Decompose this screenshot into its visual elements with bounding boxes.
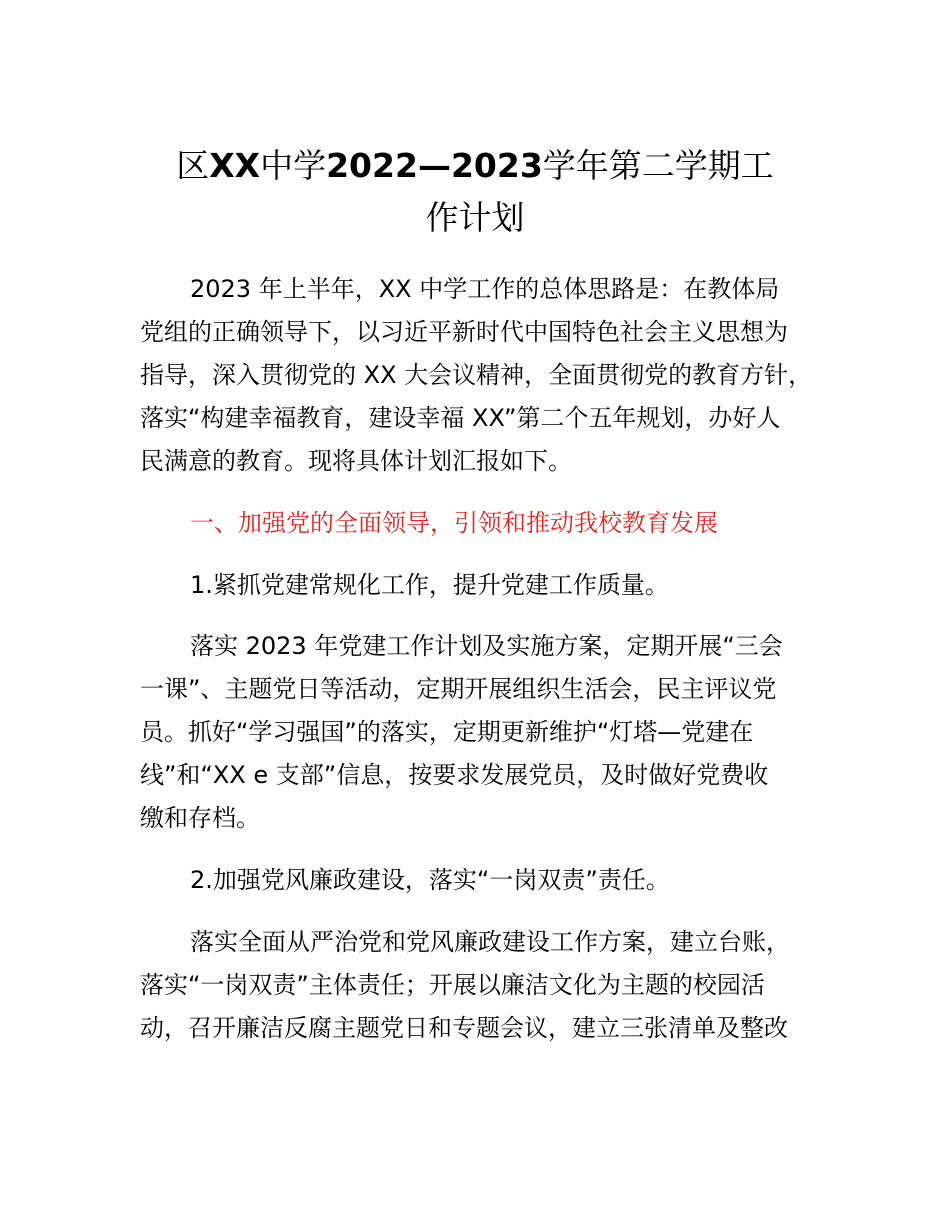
body-line: 员。抓好“学习强国”的落实，定期更新维护“灯塔—党建在 — [140, 718, 754, 746]
body-line: 动，召开廉洁反腐主题党日和专题会议，建立三张清单及整改 — [140, 1014, 788, 1042]
body-line: 落实全面从严治党和党风廉政建设工作方案，建立台账， — [190, 928, 790, 956]
document-title-line-2: 作计划 — [425, 198, 525, 237]
body-line: 落实“一岗双责”主体责任；开展以廉洁文化为主题的校园活 — [140, 971, 765, 999]
title-part: 学年第二学期工 — [542, 146, 774, 185]
document-title-line-1 — [140, 140, 810, 192]
title-part-bold: 2022—2023 — [326, 146, 543, 185]
body-line: 落实 2023 年党建工作计划及实施方案，定期开展“三会 — [190, 632, 783, 660]
title-part-bold: XX — [209, 146, 261, 185]
section-heading: 一、加强党的全面领导，引领和推动我校教育发展 — [190, 509, 718, 537]
subsection-heading: 1.紧抓党建常规化工作，提升党建工作质量。 — [190, 571, 669, 599]
body-line: 一课”、主题党日等活动，定期开展组织生活会，民主评议党 — [140, 675, 777, 703]
body-line: 2023 年上半年，XX 中学工作的总体思路是：在教体局 — [190, 275, 780, 303]
body-line: 党组的正确领导下，以习近平新时代中国特色社会主义思想为 — [140, 318, 788, 346]
subsection-heading: 2.加强党风廉政建设，落实“一岗双责”责任。 — [190, 866, 670, 894]
body-line: 民满意的教育。现将具体计划汇报如下。 — [140, 447, 572, 475]
body-line: 指导，深入贯彻党的 XX 大会议精神，全面贯彻党的教育方针， — [140, 361, 813, 389]
title-part: 区 — [176, 146, 210, 185]
title-part: 中学 — [260, 146, 327, 185]
body-line: 线”和“XX e 支部”信息，按要求发展党员，及时做好党费收 — [140, 761, 769, 789]
body-line: 落实“构建幸福教育，建设幸福 XX”第二个五年规划，办好人 — [140, 404, 781, 432]
body-line: 缴和存档。 — [140, 804, 260, 832]
